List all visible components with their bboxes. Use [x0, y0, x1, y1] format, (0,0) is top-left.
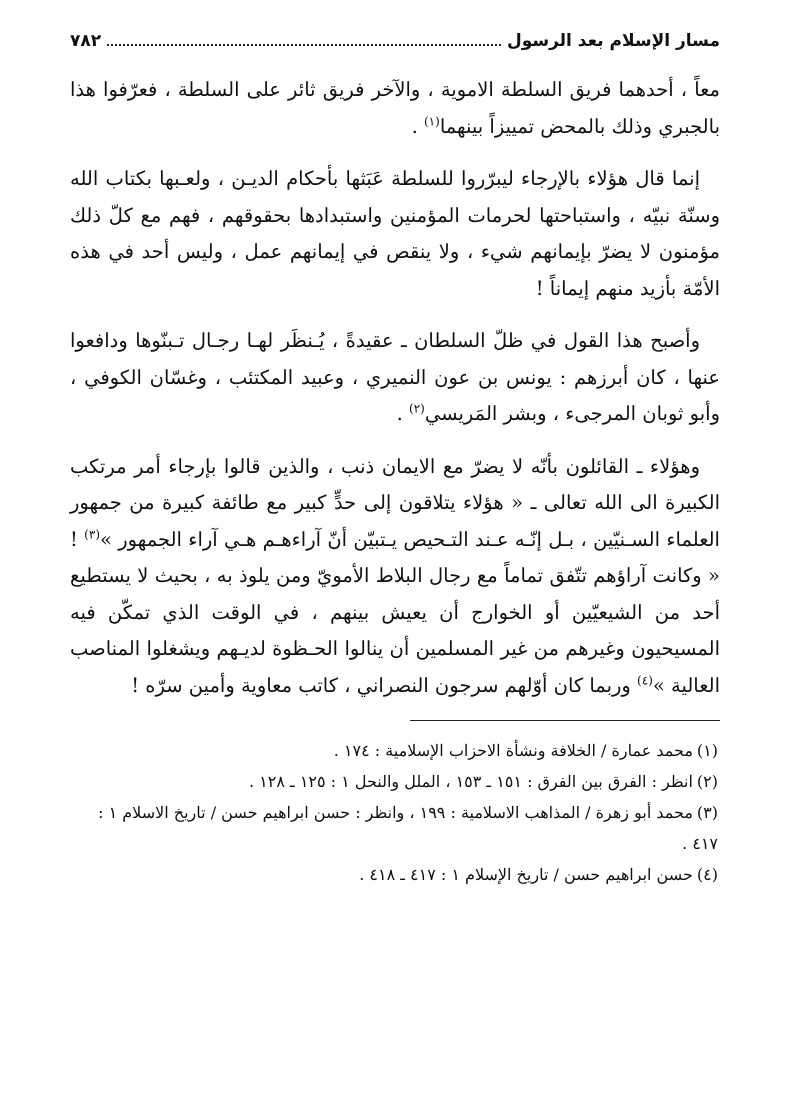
footnote-ref: (١)	[423, 114, 440, 128]
text-run: .	[396, 402, 410, 425]
footnote-mark: (٢)	[696, 772, 718, 791]
header-leader-dots	[107, 28, 501, 46]
footnotes	[70, 735, 720, 890]
paragraph	[70, 449, 720, 705]
footnote-text: انظر : الفرق بين الفرق : ١٥١ ـ ١٥٣ ، الملل والنحل ١ : ١٢٥ ـ ١٢٨ .	[249, 772, 693, 791]
footnote	[70, 797, 720, 859]
text-run: وربما كان أوّلهم سرجون النصراني ، كاتب معاوية وأمين سرّه !	[131, 673, 638, 697]
text-run: معاً ، أحدهما فريق السلطة الاموية ، والآخر فريق ثائر على السلطة ، فعرّفوا هذا بالجبري وذلك بالمحض تمييزاً بينهما	[70, 78, 720, 138]
footnote	[70, 859, 720, 890]
footnote-text: حسن ابراهيم حسن / تاريخ الإسلام ١ : ٤١٧ ـ ٤١٨ .	[359, 865, 693, 884]
text-run: وهؤلاء ـ القائلون بأنّه لا يضرّ مع الايمان ذنب ، والذين قالوا بإرجاء أمر مرتكب الكبيرة الى الله تعالى ـ « هؤلاء يتلاقون إلى حدٍّ كبير مع طائفة كبيرة من جمهور العلماء السـنيّين ، بـل إنّـه عـند التـحيص يـتبيّن أنّ آراءهـم هـي آراء الجمهور »	[70, 454, 720, 551]
footnote-ref: (٤)	[637, 673, 653, 687]
footnote-ref: (٢)	[409, 401, 425, 416]
main-text	[70, 72, 720, 704]
running-title: مسار الإسلام بعد الرسول	[506, 31, 720, 51]
running-header	[70, 28, 720, 58]
book-page	[70, 28, 720, 890]
text-run: وأصبح هذا القول في ظلّ السلطان ـ عقيدةً ، يُـنظَر لهـا رجـال تـبنّوها ودافعوا عنها ، كان أبرزهم : يونس بن عون النميري ، وعبيد المكتئب ، وغسّان الكوفي ، وأبو ثوبان المرجىء ، وبشر المَريسي	[70, 329, 720, 425]
page-number: ٧٨٢	[70, 31, 102, 51]
footnote-separator	[410, 720, 720, 721]
paragraph	[70, 72, 720, 145]
footnote-mark: (٣)	[696, 803, 718, 822]
text-run: ! « وكانت آراؤهم تتّفق تماماً مع رجال البلاط الأمويّ ومن يلوذ به ، بحيث لا يستطيع أحد من الشيعيّين أو الخوارج أن يعيش بينهم ، في الوقت الذي تمكّن فيه المسيحيون وغيرهم من غير المسلمين أن ينالوا الحـظوة لديـهم ويشغلوا المناصب العالية »	[70, 527, 720, 697]
paragraph	[70, 161, 720, 307]
footnote-ref: (٣)	[84, 527, 100, 541]
text-run: إنما قال هؤلاء بالإرجاء ليبرّروا للسلطة عَبَثها بأحكام الديـن ، ولعـبها بكتاب الله وسنّة نبيّه ، واستباحتها لحرمات المؤمنين واستبدادها بحقوقهم ، فهم مع كلّ ذلك مؤمنون لا يضرّ بإيمانهم شيء ، ولا ينقص في إيمانهم عمل ، وليس أحد في هذه الأمّة بأزيد منهم إيماناً !	[70, 167, 720, 300]
footnote	[70, 735, 720, 766]
footnote-mark: (٤)	[696, 865, 718, 884]
text-run: .	[411, 114, 424, 138]
footnote-text: محمد أبو زهرة / المذاهب الاسلامية : ١٩٩ ، وانظر : حسن ابراهيم حسن / تاريخ الاسلام ١ : ٤١٧ .	[98, 803, 718, 853]
footnote-mark: (١)	[696, 741, 718, 760]
footnote-text: محمد عمارة / الخلافة ونشأة الاحزاب الإسلامية : ١٧٤ .	[333, 741, 693, 760]
paragraph	[70, 323, 720, 433]
footnote	[70, 766, 720, 797]
